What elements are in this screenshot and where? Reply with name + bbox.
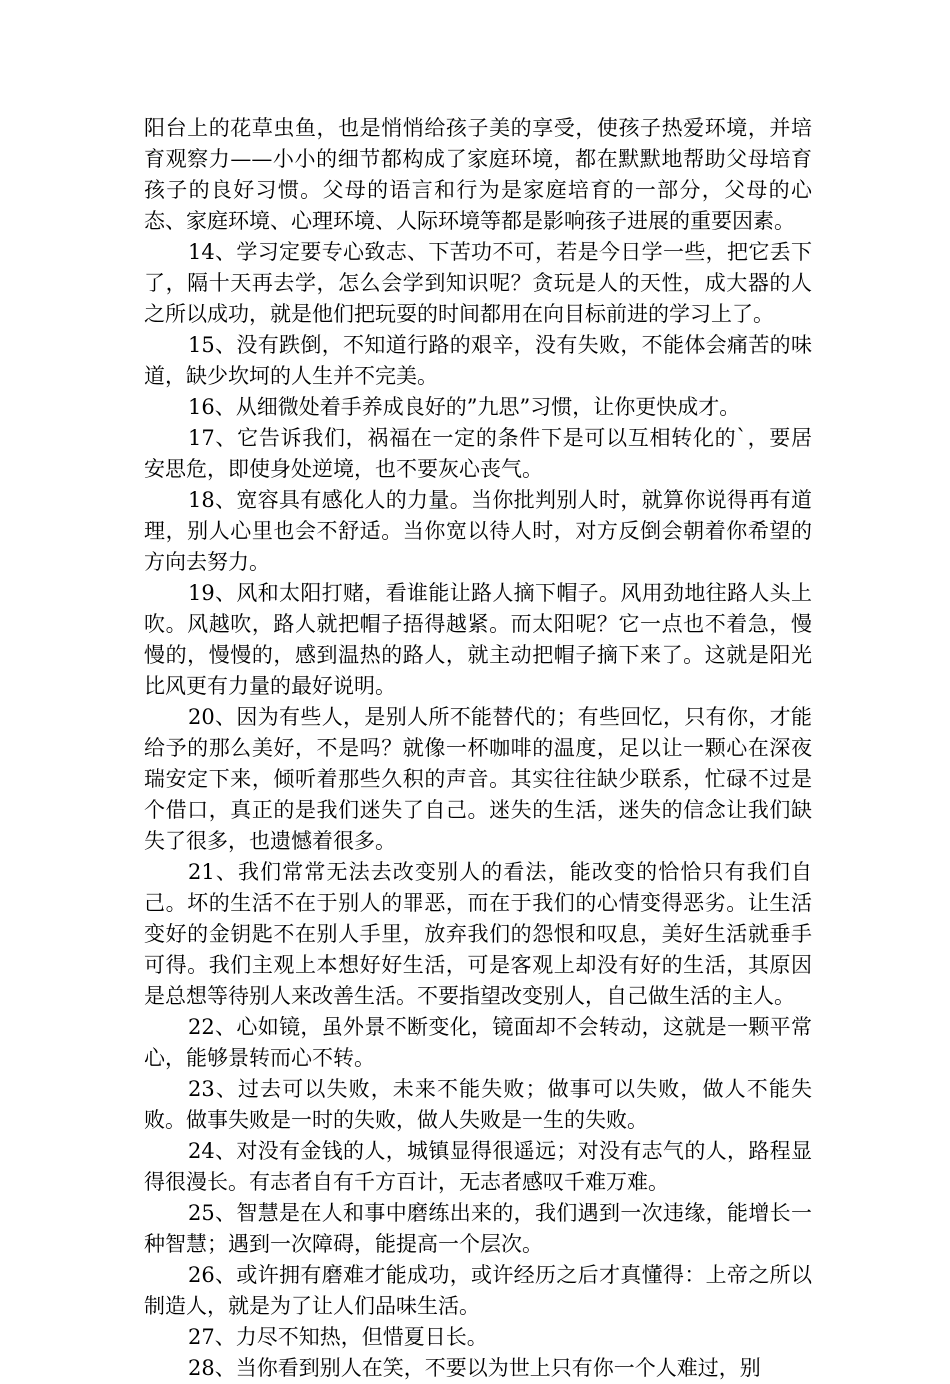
paragraph-20: 20、因为有些人，是别人所不能替代的；有些回忆，只有你，才能给予的那么美好，不是吗？就像一杯咖啡的温度，足以让一颗心在深夜瑞安定下来，倾听着那些久积的声音。其实往往缺少联系，忙碌不过是个借口，真正的是我们迷失了自己。迷失的生活，迷失的信念让我们缺失了很多，也遗憾着很多。: [144, 705, 812, 853]
document-body: [144, 113, 812, 1384]
paragraph-19: 19、风和太阳打赌，看谁能让路人摘下帽子。风用劲地往路人头上吹。风越吹，路人就把帽子捂得越紧。而太阳呢？它一点也不着急，慢慢的，慢慢的，感到温热的路人，就主动把帽子摘下来了。这就是阳光比风更有力量的最好说明。: [144, 581, 812, 698]
paragraph-14: 14、学习定要专心致志、下苦功不可，若是今日学一些，把它丢下了，隔十天再去学，怎么会学到知识呢？贪玩是人的天性，成大器的人之所以成功，就是他们把玩耍的时间都用在向目标前进的学习上了。: [144, 240, 812, 326]
paragraph-25: 25、智慧是在人和事中磨练出来的，我们遇到一次违缘，能增长一种智慧；遇到一次障碍，能提高一个层次。: [144, 1201, 812, 1256]
paragraph-16: 16、从细微处着手养成良好的”九思”习惯，让你更快成才。: [188, 395, 741, 419]
paragraph-17: 17、它告诉我们，祸福在一定的条件下是可以互相转化的`，要居安思危，即使身处逆境，也不要灰心丧气。: [144, 426, 812, 481]
paragraph-continuation: 阳台上的花草虫鱼，也是悄悄给孩子美的享受，使孩子热爱环境，并培育观察力——小小的细节都构成了家庭环境，都在默默地帮助父母培育孩子的良好习惯。父母的语言和行为是家庭培育的一部分，父母的心态、家庭环境、心理环境、人际环境等都是影响孩子进展的重要因素。: [144, 116, 812, 233]
paragraph-26: 26、或许拥有磨难才能成功，或许经历之后才真懂得：上帝之所以制造人，就是为了让人们品味生活。: [144, 1263, 812, 1318]
paragraph-23: 23、过去可以失败，未来不能失败；做事可以失败，做人不能失败。做事失败是一时的失败，做人失败是一生的失败。: [144, 1077, 812, 1132]
paragraph-18: 18、宽容具有感化人的力量。当你批判别人时，就算你说得再有道理，别人心里也会不舒适。当你宽以待人时，对方反倒会朝着你希望的方向去努力。: [144, 488, 812, 574]
paragraph-15: 15、没有跌倒，不知道行路的艰辛，没有失败，不能体会痛苦的味道，缺少坎坷的人生并不完美。: [144, 333, 812, 388]
paragraph-27: 27、力尽不知热，但惜夏日长。: [188, 1325, 488, 1349]
paragraph-24: 24、对没有金钱的人，城镇显得很遥远；对没有志气的人，路程显得很漫长。有志者自有千方百计，无志者感叹千难万难。: [144, 1139, 812, 1194]
paragraph-21: 21、我们常常无法去改变别人的看法，能改变的恰恰只有我们自己。坏的生活不在于别人的罪恶，而在于我们的心情变得恶劣。让生活变好的金钥匙不在别人手里，放弃我们的怨恨和叹息，美好生活就垂手可得。我们主观上本想好好生活，可是客观上却没有好的生活，其原因是总想等待别人来改善生活。不要指望改变别人，自己做生活的主人。: [144, 860, 812, 1008]
paragraph-22: 22、心如镜，虽外景不断变化，镜面却不会转动，这就是一颗平常心，能够景转而心不转。: [144, 1015, 812, 1070]
paragraph-28: 28、当你看到别人在笑，不要以为世上只有你一个人难过，别: [188, 1356, 761, 1380]
